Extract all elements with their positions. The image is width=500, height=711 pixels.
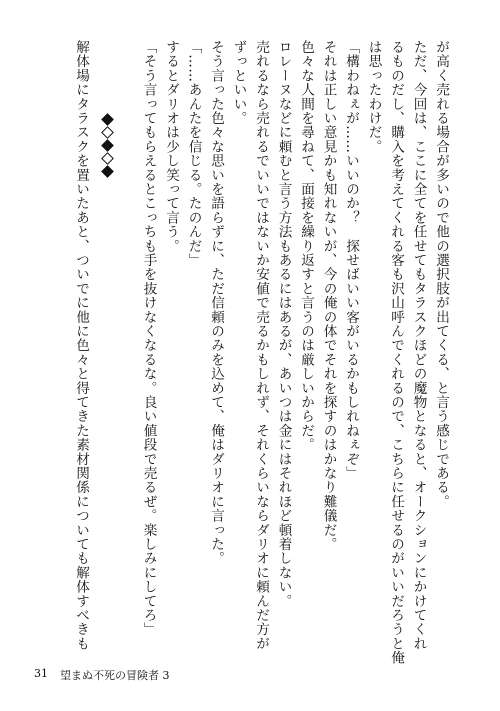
text-line: は思ったわけだ。 bbox=[365, 40, 382, 154]
filled-diamond-icon bbox=[101, 139, 114, 152]
text-line: ずっといい。 bbox=[230, 40, 247, 126]
text-line: ただ、今回は、ここに全てを任せてもタラスクほどの魔物となると、オークションにかけてくれ bbox=[410, 40, 427, 651]
hollow-diamond-icon bbox=[101, 126, 114, 139]
text-line: するとダリオは少し笑って言う。 bbox=[163, 40, 179, 253]
text-line: 色々な人間を尋ねて、面接を繰り返すと言うのは厳しいからだ。 bbox=[298, 40, 314, 452]
text-line: 売れるなら売れるでいいではないか安値で売るかもしれず、それくらいならダリオに頼んだ方が bbox=[253, 40, 269, 651]
text-line: それは正しい意見かも知れないが、今の俺の体でそれを探すのはかなり難儀だ。 bbox=[320, 40, 337, 552]
page-number: 31 bbox=[34, 667, 48, 680]
text-line: 「……あんたを信じる。たのんだ」 bbox=[185, 40, 202, 268]
text-line: 「そう言ってもらえるとこっちも手を抜けなくなるな。良い値段で売るぜ。楽しみにしてろ」 bbox=[140, 40, 157, 637]
filled-diamond-icon bbox=[101, 113, 114, 126]
hollow-diamond-icon bbox=[101, 152, 114, 165]
book-title: 望まぬ不死の冒険者 3 bbox=[60, 669, 170, 682]
text-line: 解体場にタラスクを置いたあと、ついでに他に色々と得てきた素材関係についても解体すべきも bbox=[73, 40, 89, 651]
scene-break-ornament bbox=[103, 113, 112, 178]
text-line: ロレーヌなどに頼むと言う方法もあるにはあるが、あいつは金にはそれほど頓着しない。 bbox=[275, 40, 292, 608]
page-footer bbox=[34, 667, 170, 683]
text-line: 「構わねぇが……いいのか？ 探せばいい客がいるかもしれねぇぞ」 bbox=[343, 40, 359, 481]
text-line: そう言った色々な思いを語らずに、ただ信頼のみを込めて、俺はダリオに言った。 bbox=[208, 40, 224, 566]
text-line: が高く売れる場合が多いので他の選択肢が出てくる、と言う感じである。 bbox=[433, 40, 449, 509]
filled-diamond-icon bbox=[101, 165, 114, 178]
text-line: るものだし、購入を考えてくれる客も沢山呼んでくれるので、こちらに任せるのがいいだろうと俺 bbox=[388, 40, 404, 665]
